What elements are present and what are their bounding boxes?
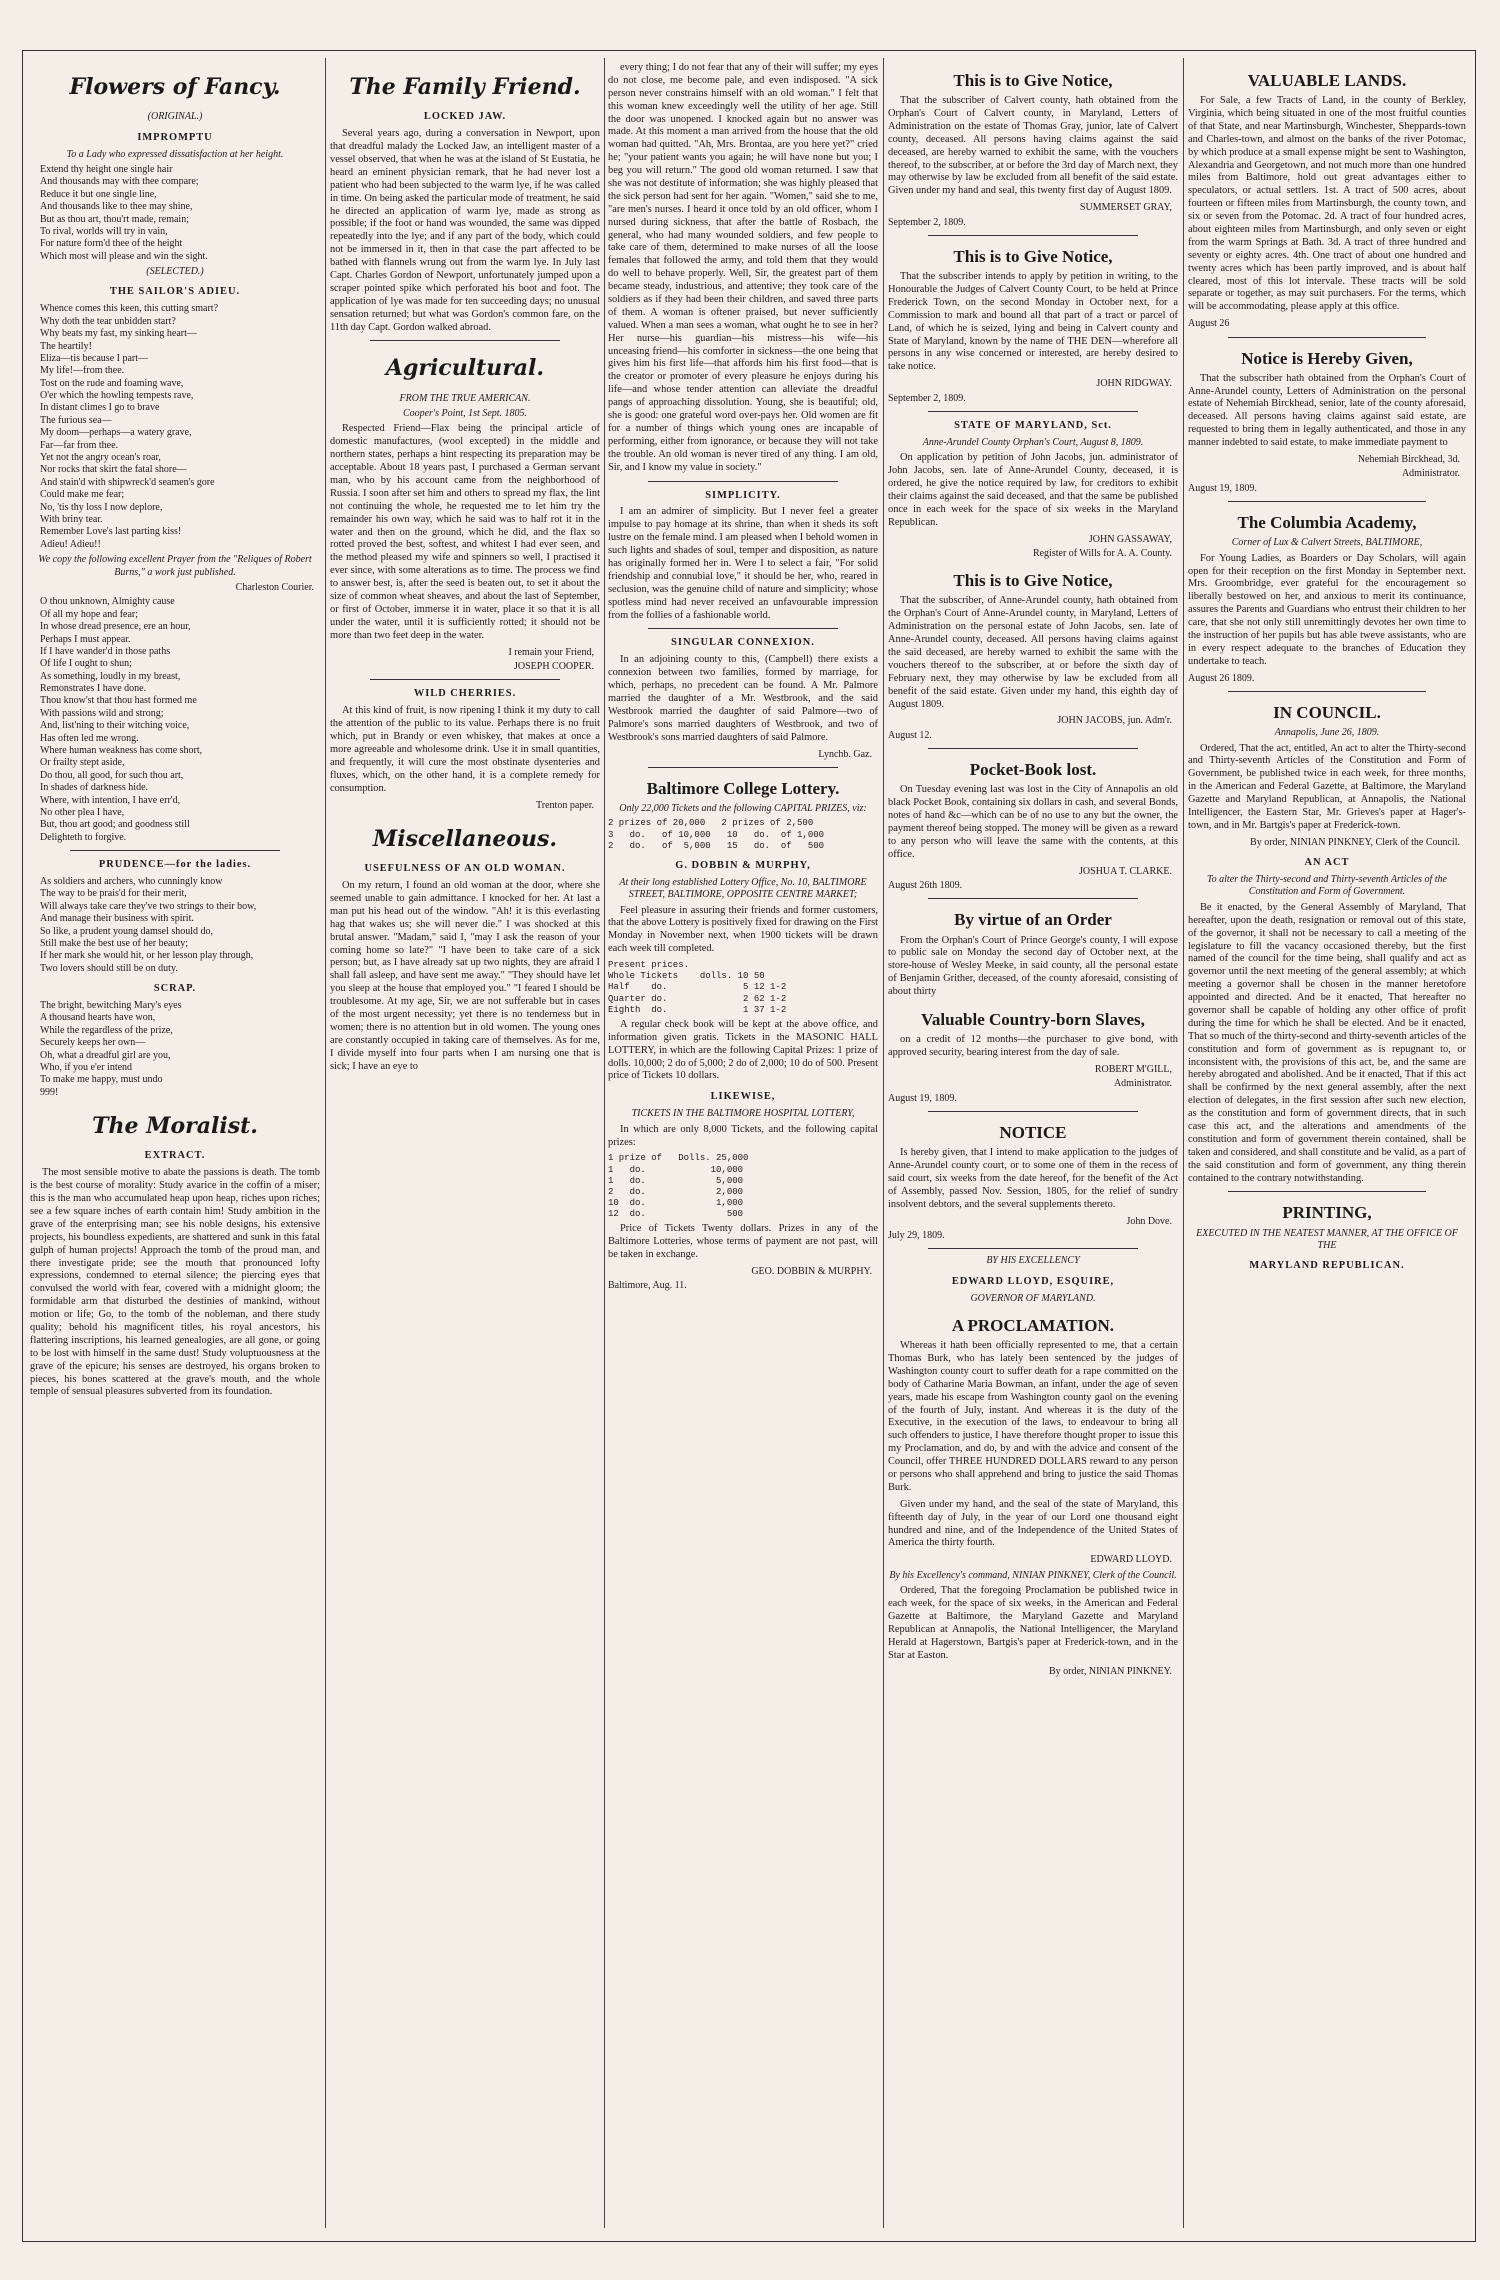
old-woman-continued: every thing; I do not fear that any of their will suffer; my eyes do not close, me become pale, and even indisposed. "A sick person never constrains himself with an old woman." I felt that this woman knew exceedingly well the utility of her age. Still the door was unopened. I knocked again but no answer was made. At this moment a man arrived from the house that the old woman had quitted. "Ah, Mrs. Brontaa, are you here yet?" cried he; "your patient wants you again; he will have none but you; I beg you will return." The good old woman returned. I saw that she was not destitute of information; she was highly pleased that the sick person had sent for her again. "Women," said she to me, "are men's nurses. I heard it once told by an old officer, whom I nursed during sickness, that after the battle of Rosbach, the general, who had many wounded soldiers, and few people to take care of them, determined to make nurses of all the loose females that followed the army, and told them that they would do well to behave properly. Well, Sir, the greatest part of them became steady, industrious, and attentive; they took care of the soldiers as if they had been their children, and saved three parts of them. A woman is oftener praised, but never sufficiently valued. When a man sees a woman, what ought he to see in her? Her nurse—his guardian—his mistress—his wife—his unceasing friend—his comforter in sickness—the one being that gives him his first life—that affords him his first food—that is the creator or promoter of every pleasure he enjoys during his life—and whose tender attention can alleviate the dreadful pangs of approaching dissolution. Young, she is beautiful; old, she is good: one grateful word over-pays her. Old women are fit for a number of things which young ones are incapable of performing, either from ignorance, or because they will not take the trouble. An old woman is never tired of any thing. I am old, Sir, and I know my value in society." — [608, 62, 878, 473]
prayer-poem: O thou unknown, Almighty cause Of all my hope and fear; In whose dread presence, ere an hour, Perhaps I must appear. If I have wander'd in those paths Of life I ought to shun; As something, loudly in my breast, Remonstrates I have done. Thou know'st that thou hast formed me With passions wild and strong; And, list'ning to their witching voice, Has often led me wrong. Where human weakness has come short, Or frailty stept aside, Do thou, all good, for such thou art, In shades of darkness hide. Where, with intention, I have err'd, No other plea I have, But, thou art good; and goodness still Delighteth to forgive. — [40, 596, 203, 843]
slaves-title: Valuable Country-born Slaves, — [921, 1009, 1145, 1029]
notice-3-title: This is to Give Notice, — [953, 571, 1113, 591]
notice-1-date: September 2, 1809. — [888, 216, 966, 228]
prudence-poem: As soldiers and archers, who cunningly know The way to be prais'd for their merit, Will always take care they've two strings to their bow, And manage their business with spirit. So like, a prudent young damsel should do, Still make the best use of her beauty; If her mark she would hit, or her lesson play through, Two lovers should still be on duty. — [40, 876, 257, 974]
notice-3-signature: JOHN JACOBS, jun. Adm'r. — [1057, 715, 1172, 727]
college-lottery-prizes: 2 prizes of 20,000 2 prizes of 2,500 3 do. of 10,000 10 do. of 1,000 2 do. of 5,000 15 do. of 500 — [608, 818, 825, 851]
printing-subtitle: EXECUTED IN THE NEATEST MANNER, AT THE OFFICE OF THE — [1196, 1227, 1458, 1251]
notice-1-signature: SUMMERSET GRAY, — [1079, 202, 1172, 214]
columbia-academy-text: For Young Ladies, as Boarders or Day Scholars, will again open for their reception on the first Monday in September next. Mrs. Groombridge, ever grateful for the encouragement so liberally bestowed on her, and anxious to merit its continuance, assures the Parents and Guardians who entrust their children to her care, that she not only still unremittingly devotes her own time to the instruction of her pupils but has able tweve assistants, who are in every respect adequate to the branches of Education they undertake to teach. — [1188, 552, 1466, 667]
notice-2-date: September 2, 1809. — [888, 392, 966, 404]
dove-notice-text: Is hereby given, that I intend to make application to the judges of Anne-Arundel county court, or to some one of them in the recess of said court, six weeks from the date hereof, for the benefit of the Act of Assembly, passed Nov. Session, 1805, for the relief of sundry insolvent debtors, and the several supplements thereto. — [888, 1147, 1178, 1210]
divider — [928, 1111, 1138, 1112]
notice-3-text: That the subscriber, of Anne-Arundel county, hath obtained from the Orphan's Court of Anne-Arundel county, in Maryland, Letters of Administration on the personal estate of John Jacobs, sen. late of Anne-Arundel county, deceased. All persons having claims against the said deceased, are hereby warned to exhibit the same with the vouchers thereof to the subscriber, at or before the sixth day of February next, they may otherwise by law be excluded from all benefit of the said estate. Given under my hand, this eighth day of August 1809. — [888, 595, 1178, 710]
agri-closing: I remain your Friend, — [508, 646, 594, 658]
likewise-label: LIKEWISE, — [710, 1091, 776, 1103]
wild-cherries-source: Trenton paper. — [536, 799, 594, 811]
notice-1-title: This is to Give Notice, — [953, 71, 1113, 90]
simplicity-title: SIMPLICITY. — [705, 489, 781, 501]
notice-3-date: August 12. — [888, 729, 932, 741]
dobbin-murphy-text: Feel pleasure in assuring their friends and former customers, that the above Lottery is positively fixed for drawing on the First Monday in November next, when 1900 tickets will be drawn each week till completed. — [608, 904, 878, 955]
column-5 — [1188, 60, 1466, 2220]
dove-notice-date: July 29, 1809. — [888, 1229, 945, 1241]
birckhead-notice-text: That the subscriber hath obtained from the Orphan's Court of Anne-Arundel county, Letters of Administration on the personal estate of Nehemiah Birckhead, senior, late of the county aforesaid, deceased. All persons having claims against said estate, are requested to bring them in legally authenticated, and those in any manner indebted to said estate, to make immediate payment to — [1188, 372, 1466, 449]
scrap-title: SCRAP. — [153, 983, 197, 995]
masonic-lottery-text: A regular check book will be kept at the above office, and information given gratis. Tickets in the MASONIC HALL LOTTERY, in which are the following Capital Prizes: 1 prize of dolls. 10,000; 2 do of 5,000; 2 do of 2,000; 10 do of 500. Present price of Tickets 10 dollars. — [608, 1018, 878, 1082]
divider — [928, 411, 1138, 412]
valuable-lands-text: For Sale, a few Tracts of Land, in the county of Berkley, Virginia, which being situated in one of the most fruitful counties of that State, and near Martinsburgh, Winchester, Sheppards-town and Charles-town, and almost on the banks of the river Potomac, by which produce at a small expense might be sent to Washington, Alexandria and Georgetown, and not much more than one hundred miles from Baltimore, hold out great advantages either to speculators, or actual settlers. 1st. A tract of 500 acres, about fourteen or fifteen miles from Martinsburgh, the county town, and six or seven from the Potomac. 2d. A tract of four hundred acres, about eighteen miles from Martinsburgh, and only seven or eight from the warm Springs at Bath. 3d. A tract of three hundred and seventy or eighty acres. 4th. One tract of about one hundred and twenty acres which has been partly improved, and is about half cleared, most of this lot intervale. These tracts will be sold separate or together, as may suit purchasers. For the terms, which will be accommodating, please apply at this office. — [1188, 95, 1466, 313]
extract-text: The most sensible motive to abate the passions is death. The tomb is the best course of morality: Study avarice in the coffin of a miser; this is the man who accumulated heap upon heap, riches upon riches; see a few square inches of earth contain him! Study ambition in the grave of the enterprising man; see his noble designs, his extensive projects, his boundless expedients, are shattered and sunk in this fatal gulph of human projects! Approach the tomb of the proud man, and there investigate pride; see the mouth that pronounced lofty expressions, condemned to eternal silence; the piercing eyes that convulsed the world with fear, covered with a midnight gloom; the formidable arm that disturbed the destinies of mankind, without motion or life; Go, to the tomb of the nobleman, and there study quality; behold his magnificent titles, his royal ancestors, his flattering inscriptions, his learned genealogies, are all gone, or going to be lost with himself in the same dust! Study voluptuousness at the grave of the epicure; his senses are destroyed, his organs broken to pieces, his bones scattered at the grave's mouth, and the whole temple of sensual pleasures subverted from its foundation. — [30, 1167, 320, 1398]
notice-1-text: That the subscriber of Calvert county, hath obtained from the Orphan's Court of Calvert county, in Maryland, Letters of Administration on the estate of Thomas Gray, junior, late of Calvert county, deceased. All persons having claims against the said deceased, are hereby warned to exhibit the same, with the vouchers thereof, to the subscriber, at or before the 3rd day of March next, they may otherwise by law be excluded from all benefit of the said estate. Given under my hand and seal, this twenty first day of August 1809. — [888, 95, 1178, 197]
agri-source: FROM THE TRUE AMERICAN. — [399, 392, 531, 404]
selected-label: (SELECTED.) — [146, 266, 204, 278]
family-friend-masthead: The Family Friend. — [349, 74, 581, 100]
divider — [1228, 337, 1426, 338]
present-prices: Present prices. Whole Tickets dolls. 10 50 Half do. 5 12 1-2 Quarter do. 2 62 1-2 Eighth do. 1 37 1-2 — [608, 960, 787, 1015]
slaves-signature-role: Administrator. — [1113, 1078, 1172, 1090]
column-rule — [1183, 58, 1184, 2228]
column-rule — [883, 58, 884, 2228]
hospital-lottery-date: Baltimore, Aug. 11. — [608, 1280, 687, 1292]
prudence-title: PRUDENCE—for the ladies. — [98, 859, 252, 871]
orphans-court-signature: JOHN GASSAWAY, — [1088, 533, 1172, 545]
prayer-intro: We copy the following excellent Prayer from the "Reliques of Robert Burns," a work just published. — [38, 554, 312, 578]
dove-notice-signature: John Dove. — [1126, 1215, 1172, 1227]
column-3 — [608, 60, 878, 2220]
columbia-academy-address: Corner of Lux & Calvert Streets, BALTIMORE, — [1231, 537, 1423, 549]
column-rule — [325, 58, 326, 2228]
order-text: From the Orphan's Court of Prince George's county, I will expose to public sale on Monday the second day of October next, at the store-house of Wesley Meeke, in said county, all the personal estate of Benjamin Grither, deceased, of the county aforesaid, consisting of about thirty — [888, 934, 1178, 998]
wild-cherries-text: At this kind of fruit, is now ripening I think it my duty to call the attention of the public to its value. Perhaps there is no fruit which, put in Brandy or even whiskey, that makes at once a more agreeable and wholesome drink. Use it in small quantities, and frequently, it will cure the most obstinate dysenteries and fluxes, which, on the other hand, it is a complete remedy for consumption. — [330, 705, 600, 794]
old-woman-text: On my return, I found an old woman at the door, where she seemed unable to gain admittance. I knocked for her. At last a man put his head out of the window. "Ah! it is this everlasting hag that wakes us; she will never die." I was shocked at this brutal answer. "Madam," said I, "may I ask the reason of your coming home so late?" "I have been to take care of a sick person; but, as I have already sat up two nights, they are afraid I shall fall asleep, and have sent me away." "They should have let you sleep at the house that employed you." "I feared I should be troublesome. At my age, Sir, we are not sufferable but in cases of the most urgent necessity; yet there is no tenderness but in women; there is no attention but in old women. The young ones are constantly occupied in taking care of themselves. As for me, I divide myself into four parts when I am nursing one that is sick; I have an eye to — [330, 880, 600, 1072]
agricultural-masthead: Agricultural. — [385, 355, 545, 382]
birckhead-notice-date: August 19, 1809. — [1188, 482, 1257, 494]
printing-title: PRINTING, — [1282, 1203, 1372, 1223]
notice-2-text: That the subscriber intends to apply by petition in writing, to the Honourable the Judges of Calvert County Court, to be held at Prince Frederick Town, on the second Monday in October next, for a Commission to mark and bound all that part of a tract or parcel of Land, of which he is seized, lying and being in Calvert county and State of Maryland, known by the name of THE DEN—wherefore all persons in any wise concerned or interested, are hereby desired to take notice. — [888, 271, 1178, 373]
divider — [648, 767, 838, 768]
prayer-source: Charleston Courier. — [235, 581, 314, 593]
divider — [928, 235, 1138, 236]
column-1 — [30, 60, 320, 2220]
dobbin-murphy-address: At their long established Lottery Office, No. 10, BALTIMORE STREET, BALTIMORE, OPPOSITE CENTRE MARKET; — [619, 876, 867, 901]
proclamation-order: Ordered, That the foregoing Proclamation be published twice in each week, for the space of six weeks, in the American and Federal Gazette at Baltimore, the Maryland Gazette and Maryland Republican at Annapolis, the National Intelligencer, the Maryland Herald at Hagerstown, Bartgis's paper at Frederick-town, and in the Star at Easton. — [888, 1585, 1178, 1661]
orphans-court-text: On application by petition of John Jacobs, jun. administrator of John Jacobs, sen. late of Anne-Arundel County, deceased, it is ordered, he give the notice required by law, for creditors to exhibit their claims against the said deceased, and that the same be published once in each week for the space of six weeks in the Maryland Republican. — [888, 452, 1178, 528]
hospital-lottery-prizes: 1 prize of Dolls. 25,000 1 do. 10,000 1 do. 5,000 2 do. 2,000 10 do. 1,000 12 do. 500 — [608, 1153, 749, 1220]
act-title: AN ACT — [1304, 857, 1350, 869]
divider — [928, 898, 1138, 899]
in-council-signature: By order, NINIAN PINKNEY, Clerk of the Council. — [1250, 836, 1460, 848]
in-council-text: Ordered, That the act, entitled, An act to alter the Thirty-second and Thirty-seventh Articles of the Constitution and Form of Government, be published twice in each week, for three months, in the American and Federal Gazette, at Baltimore, the Maryland Gazette and Maryland Republican, at Annapolis, the National Intelligencer, the Eastern Star, Mr. Grieves's paper at Hager's-town, and in Mr. Bartgis's paper at Frederick-town. — [1188, 742, 1466, 831]
proclamation-order-signature: By order, NINIAN PINKNEY. — [1048, 1666, 1172, 1678]
divider — [1228, 501, 1426, 502]
column-2 — [330, 60, 600, 2220]
impromptu-subtitle: To a Lady who expressed dissatisfaction at her height. — [66, 148, 284, 160]
divider — [928, 1248, 1138, 1249]
singular-connexion-text: In an adjoining county to this, (Campbell) there exists a connexion between two families, formed by marriage, for which, perhaps, no precedent can be found. A Mr. Palmore married the daughter of a Mr. Westbrook, and the said Westbrook married the daughter of said Palmore—two of Palmore's sons married daughters of Westbrook, and two of Westbrook's sons married daughters of said Palmore. — [608, 654, 878, 743]
scrap-poem: The bright, bewitching Mary's eyes A thousand hearts have won, While the regardless of the prize, Securely keeps her own— Oh, what a dreadful girl are you, Who, if you e'er intend To make me happy, must undo 999! — [40, 1000, 182, 1098]
locked-jaw-title: LOCKED JAW. — [423, 111, 507, 123]
in-council-title: IN COUNCIL. — [1273, 703, 1381, 723]
impromptu-title: IMPROMPTU — [137, 131, 213, 143]
divider — [370, 679, 560, 680]
pocket-book-text: On Tuesday evening last was lost in the City of Annapolis an old black Pocket Book, containing six dollars in cash, and several Bonds, notes of hand &c—which can be of no use to any but the owner, the payment thereof being stopped. The money will be given as a reward to any person who will leave the same with the contents, at this office. — [888, 784, 1178, 860]
pocket-book-signature: JOSHUA T. CLARKE. — [1079, 865, 1172, 877]
wild-cherries-title: WILD CHERRIES. — [413, 688, 517, 700]
divider — [370, 340, 560, 341]
divider — [70, 850, 280, 851]
governor-title: GOVERNOR OF MARYLAND. — [970, 1292, 1096, 1304]
divider — [1228, 1191, 1426, 1192]
moralist-masthead: The Moralist. — [92, 1113, 258, 1140]
governor-name: EDWARD LLOYD, ESQUIRE, — [951, 1275, 1115, 1287]
notice-2-title: This is to Give Notice, — [953, 246, 1113, 266]
agri-dateline: Cooper's Point, 1st Sept. 1805. — [402, 408, 528, 420]
college-lottery-subtitle: Only 22,000 Tickets and the following CAPITAL PRIZES, viz: — [619, 803, 867, 814]
orphans-court-title: STATE OF MARYLAND, Sct. — [954, 419, 1112, 431]
divider — [648, 628, 838, 629]
slaves-signature: ROBERT M'GILL, — [1094, 1063, 1172, 1075]
in-council-date: Annapolis, June 26, 1809. — [1274, 727, 1380, 739]
sailors-adieu-title: THE SAILOR'S ADIEU. — [109, 286, 241, 298]
notice-2-signature: JOHN RIDGWAY. — [1096, 378, 1172, 390]
column-rule — [604, 58, 605, 2228]
extract-title: EXTRACT. — [144, 1150, 206, 1162]
slaves-text: on a credit of 12 months—the purchaser to give bond, with approved security, bearing interest from the day of sale. — [888, 1034, 1178, 1058]
column-4 — [888, 60, 1178, 2220]
miscellaneous-masthead: Miscellaneous. — [372, 825, 558, 852]
proclamation-signature: EDWARD LLOYD. — [1090, 1554, 1172, 1566]
proclamation-title: A PROCLAMATION. — [951, 1316, 1115, 1335]
birckhead-notice-signature: Nehemiah Birckhead, 3d. — [1357, 454, 1460, 466]
valuable-lands-title: VALUABLE LANDS. — [1247, 71, 1407, 90]
valuable-lands-date: August 26 — [1188, 318, 1230, 330]
dobbin-murphy-title: G. DOBBIN & MURPHY, — [675, 859, 811, 871]
impromptu-poem: Extend thy height one single hair And thousands may with thee compare; Reduce it but one single line, And thousands like to thee may shine, But as thou art, thou'rt made, remain; To rival, worlds will try in vain, For nature form'd thee of the height Which most will please and win the sight. — [40, 163, 208, 262]
proclamation-command: By his Excellency's command, NINIAN PINKNEY, Clerk of the Council. — [889, 1569, 1177, 1581]
agri-text: Respected Friend—Flax being the principal article of domestic manufactures, (wool excepted) in the middle and northern states, perhaps a hint respecting its preparation may be acceptable. About 18 years past, I purchased a German servant man, who by his account came from the neighborhood of Russia. I soon after set him and others to spread my flax, the lint not continuing the whole, he requested me to let him try the remainder his own way, which he said was to half rot it in the water and then on the ground, which he did, and the flax so rotted proved the best, softest, and whitest I had ever seen, and the method pleased my wife and spinners so well, I practised it ever since, with some alterations as to time. The process we find to answer best, is, after the seed is beaten out, to set it about the size of common wheat sheaves, and about the last of September, or first of October, immerse it in water, place it so that it is all under the water, until it is sufficiently rotted; it should not be more than two feet deep in the water. — [330, 423, 600, 641]
agri-signature: JOSEPH COOPER. — [513, 660, 594, 672]
divider — [928, 748, 1138, 749]
act-subtitle: To alter the Thirty-second and Thirty-seventh Articles of the Constitution and Form of Government. — [1207, 874, 1447, 898]
order-title: By virtue of an Order — [954, 910, 1112, 930]
hospital-lottery-signature: GEO. DOBBIN & MURPHY. — [751, 1266, 872, 1277]
columbia-academy-title: The Columbia Academy, — [1237, 513, 1417, 533]
columbia-academy-date: August 26 1809. — [1188, 672, 1255, 684]
slaves-date: August 19, 1809. — [888, 1092, 957, 1104]
hospital-lottery-title: TICKETS IN THE BALTIMORE HOSPITAL LOTTERY, — [631, 1108, 855, 1120]
act-text: Be it enacted, by the General Assembly of Maryland, That hereafter, upon the death, resignation or removal out of this state, of the governor, it shall not be necessary to call a meeting of the legislature to fill the vacancy occasioned thereby, but the first named of the council for the time being, shall qualify and act as governor until the next meeting of the general assembly; at which meeting a governor shall be chosen in the manner heretofore appointed and directed. And be it enacted, That hereafter no governor shall be capable of holding any other office of profit during the time for which he shall be elected. And be it enacted, That so much of the thirty-second and thirty-seventh articles of the constitution and form of government as is repugnant to, or inconsistent with, the provisions of this act, be, and the same are hereby abrogated and abolished. And be it enacted, That if this act shall be confirmed by the next general assembly, after the next election of delegates, in the first session after such new election, as the constitution and form of government directs, that in such case this act, and the alterations and amendments of the constitution and form of government therein contained, shall be taken and considered, and shall constitute and be valid, as a part of the said constitution and form of government, any thing therein contained to the contrary notwithstanding. — [1188, 901, 1466, 1184]
sailors-adieu-poem: Whence comes this keen, this cutting smart? Why doth the tear unbidden start? Why beats my fast, my sinking heart— The heartily! Eliza—tis because I part— My life!—from thee. Tost on the rude and foaming wave, O'er which the howling tempests rave, In distant climes I go to brave The furious sea— My doom—perhaps—a watery grave, Far—far from thee. Yet not the angry ocean's roar, Nor rocks that skirt the fatal shore— And stain'd with shipwreck'd seamen's gore Could make me fear; No, 'tis thy loss I now deplore, With briny tear. Remember Love's last parting kiss! Adieu! Adieu!! — [40, 303, 219, 550]
simplicity-text: I am an admirer of simplicity. But I never feel a greater impulse to pay homage at its shrine, than when it sheds its soft lustre on the female mind. I am pleased when I behold women in such lights and shades of soul, temper and disposition, as nature has originally formed her in. Were I to select a fair, "For solid friendship and connubial love," it should be her, who, reared in seclusion, was the genuine child of nature and simplicity; whose spotless mind had never received an unfavourable impression from the follies of a fashionable world. — [608, 506, 878, 621]
flowers-of-fancy-masthead: Flowers of Fancy. — [69, 74, 281, 100]
hospital-lottery-footer: Price of Tickets Twenty dollars. Prizes in any of the Baltimore Lotteries, whose terms of payment are not past, will be taken in exchange. — [608, 1223, 878, 1261]
printing-office-name: MARYLAND REPUBLICAN. — [1249, 1260, 1405, 1272]
singular-connexion-source: Lynchb. Gaz. — [818, 748, 872, 760]
pocket-book-title: Pocket-Book lost. — [969, 760, 1097, 780]
birckhead-notice-role: Administrator. — [1401, 468, 1460, 480]
proclamation-text: Whereas it hath been officially represented to me, that a certain Thomas Burk, who has lately been sentenced by the judges of Washington county court to suffer death for a rape committed on the body of Catharine Maria Bowman, an infant, under the age of seven years, made his escape from Washington county gaol on the evening of the fourth of July, instant. And whereas it is the duty of the Executive, in the execution of the laws, to endeavour to bring all such offenders to justice, I have therefore thought proper to issue this my Proclamation, and do, by and with the advice and consent of the Council, offer THREE HUNDRED DOLLARS reward to any person or persons who shall apprehend and bring to justice the said Thomas Burk. — [888, 1340, 1178, 1493]
singular-connexion-title: SINGULAR CONNEXION. — [671, 637, 815, 649]
excellency-label: BY HIS EXCELLENCY — [986, 1255, 1080, 1267]
divider — [1228, 691, 1426, 692]
orphans-court-register: Register of Wills for A. A. County. — [1032, 547, 1172, 559]
dove-notice-title: NOTICE — [999, 1123, 1067, 1143]
pocket-book-date: August 26th 1809. — [888, 880, 963, 892]
college-lottery-title: Baltimore College Lottery. — [646, 778, 840, 798]
orphans-court-subtitle: Anne-Arundel County Orphan's Court, August 8, 1809. — [922, 436, 1144, 448]
original-label: (ORIGINAL.) — [147, 111, 203, 123]
proclamation-given: Given under my hand, and the seal of the state of Maryland, this fifteenth day of July, in the year of our Lord one thousand eight hundred and nine, and of the Independence of the United States of America the thirty fourth. — [888, 1498, 1178, 1549]
old-woman-title: USEFULNESS OF AN OLD WOMAN. — [364, 863, 566, 875]
divider — [648, 481, 838, 482]
locked-jaw-text: Several years ago, during a conversation in Newport, upon that dreadful malady the Locked Jaw, an intelligent master of a vessel observed, that when he was at the island of St Eustatia, he heard an eminent physician remark, that he had never lost a patient who had been subjected to the warm lye, if he was called in time. On being asked the particular mode of treatment, he said he directed an application of warm lye, made as strong as possible; if the foot or hand was wounded, the same was dipped repeatedly into the lye; and if any part of the body, which could not be immersed in it, then in that case the part affected to be bathed with flannels wrung out from the warm lye. In July last Capt. Charles Gordon of Newport, unfortunately jumped upon a scraper pointed spike which perforated his boot and foot. The application of lye was made for ten succeeding days; no unusual sensation returned; but what was Gordon's common fare, on the 11th day Capt. Gordon walked abroad. — [330, 128, 600, 333]
hospital-lottery-text: In which are only 8,000 Tickets, and the following capital prizes: — [608, 1123, 878, 1148]
birckhead-notice-title: Notice is Hereby Given, — [1241, 348, 1413, 368]
